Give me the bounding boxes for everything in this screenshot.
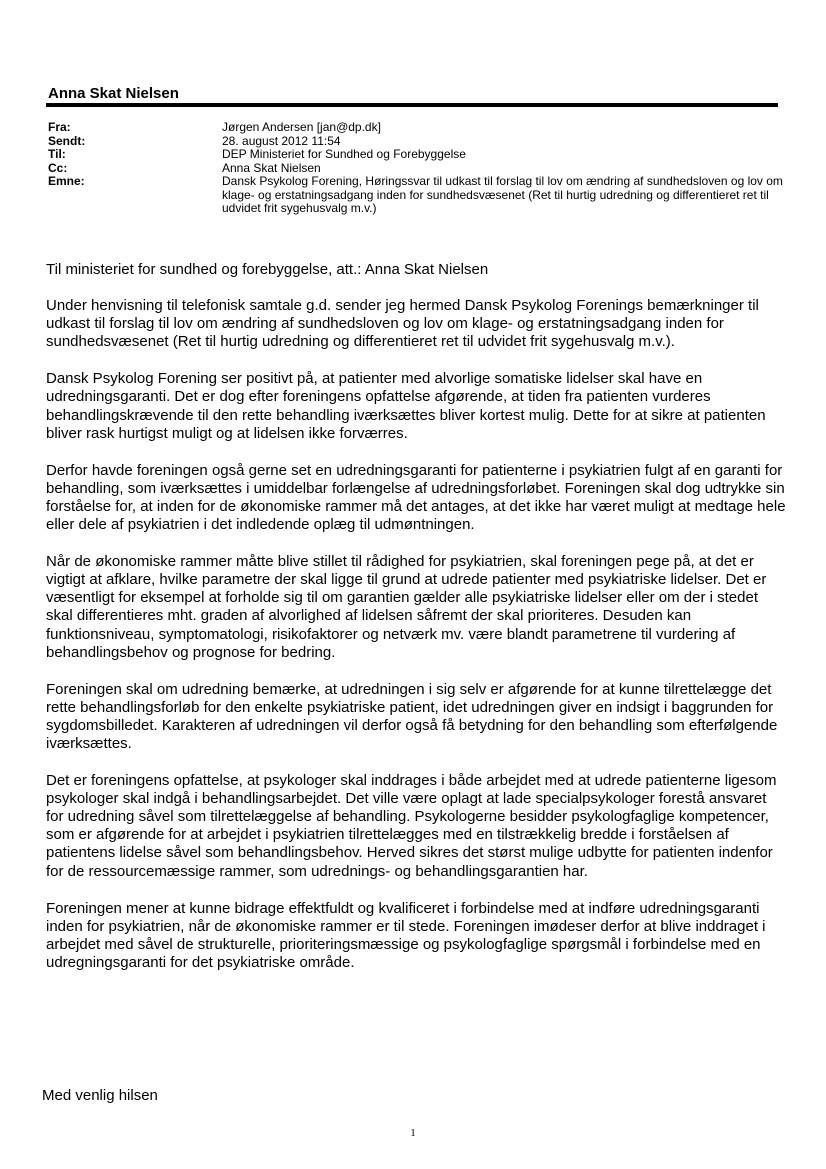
cc-label: Cc: — [48, 160, 68, 175]
to-label: Til: — [48, 147, 66, 161]
paragraph-positive: Dansk Psykolog Forening ser positivt på, at patienter med alvorlige somatiske lidelser skal have en udredningsgaranti. Det er dog efter foreningens opfattelse afgørende, at tiden fra patienten vurderes behandlingskrævende til den rette behandling iværksættes bliver kortest mulig. Dette for at sikre at patienten bliver rask hurtigst muligt og at lidelsen ikke forværres. — [46, 370, 766, 442]
salutation: Til ministeriet for sundhed og forebyggelse, att.: Anna Skat Nielsen — [46, 261, 489, 278]
closing: Med venlig hilsen — [42, 1087, 158, 1104]
header-row-cc — [48, 162, 788, 176]
email-header — [48, 121, 788, 216]
page-number: 1 — [410, 1127, 416, 1139]
sent-label: Sendt: — [48, 133, 86, 148]
from-value: Jørgen Andersen [jan@dp.dk] — [222, 120, 381, 134]
header-divider — [46, 103, 778, 107]
mailbox-owner: Anna Skat Nielsen — [48, 85, 179, 102]
header-row-subject — [48, 175, 788, 216]
header-row-sent — [48, 135, 788, 149]
sent-value: 28. august 2012 11:54 — [222, 133, 341, 148]
to-value: DEP Ministeriet for Sundhed og Forebyggelse — [222, 147, 466, 161]
cc-value: Anna Skat Nielsen — [222, 160, 321, 175]
paragraph-intro: Under henvisning til telefonisk samtale g.d. sender jeg hermed Dansk Psykolog Forenings bemærkninger til udkast til forslag til lov om ændring af sundhedsloven og lov om klage- og erstatningsadgang inden for sundhedsvæsenet (Ret til hurtig udredning og differentieret ret til udvidet frit sygehusvalg m.v.). — [46, 297, 759, 351]
subject-label: Emne: — [48, 174, 85, 188]
header-row-to — [48, 148, 788, 162]
from-label: Fra: — [48, 120, 71, 134]
paragraph-contribution: Foreningen mener at kunne bidrage effektfuldt og kvalificeret i forbindelse med at indføre udredningsgaranti inden for psykiatrien, når de økonomiske rammer er til stede. Foreningen imødeser derfor at blive inddraget i arbejdet med såvel de strukturelle, prioriteringsmæssige og psykologfaglige spørgsmål i forbindelse med en udregningsgaranti for det psykiatriske område. — [46, 899, 766, 971]
letter-body — [46, 261, 786, 972]
paragraph-psychologists: Det er foreningens opfattelse, at psykologer skal inddrages i både arbejdet med at udrede patienterne ligesom psykologer skal indgå i behandlingsarbejdet. Det ville være oplagt at lade specialpsykologer forestå ansvaret for udredning såvel som tilrettelæggelse af behandling. Psykologerne besidder psykologfaglige kompetencer, som er afgørende for at arbejdet i psykiatrien tilrettelægges med en tilstrækkelig bredde i forståelsen af patientens lidelse såvel som behandlingsbehov. Herved sikres det størst mulige udbytte for patienten indenfor for de ressourcemæssige rammer, som udrednings- og behandlingsgarantien har. — [46, 772, 777, 880]
paragraph-guarantee: Derfor havde foreningen også gerne set en udredningsgaranti for patienterne i psykiatrien fulgt af en garanti for behandling, som iværksættes i umiddelbar forlængelse af udredningsforløbet. Foreningen skal dog udtrykke sin forståelse for, at inden for de økonomiske rammer må det antages, at det ikke har været muligt at medtage hele eller dele af psykiatrien i det indledende oplæg til udmøntningen. — [46, 461, 786, 534]
paragraph-parameters: Når de økonomiske rammer måtte blive stillet til rådighed for psykiatrien, skal foreningen pege på, at det er vigtigt at afklare, hvilke parametre der skal ligge til grund at udrede patienter med psykiatriske lidelser. Det er væsentligt for eksempel at forholde sig til om garantien gælder alle psykiatriske lidelser eller om der i stedet skal differentieres mht. graden af alvorlighed af lidelsen såfremt der skal prioriteres. Desuden kan funktionsniveau, symptomatologi, risikofaktorer og netværk mv. være blandt parametrene til vurdering af behandlingsbehov og prognose for bedring. — [46, 553, 767, 661]
header-row-from — [48, 121, 788, 135]
subject-value: Dansk Psykolog Forening, Høringssvar til udkast til forslag til lov om ændring af sundhedsloven og lov om klage- og erstatningsadgang inden for sundhedsvæsenet (Ret til hurtig udredning og differentieret ret til udvidet frit sygehusvalg m.v.) — [222, 174, 783, 215]
paragraph-assessment: Foreningen skal om udredning bemærke, at udredningen i sig selv er afgørende for at kunne tilrettelægge det rette behandlingsforløb for den enkelte psykiatriske patient, idet udredningen giver en indsigt i baggrunden for sygdomsbilledet. Karakteren af udredningen vil derfor også få betydning for den behandling som efterfølgende iværksættes. — [46, 680, 778, 752]
